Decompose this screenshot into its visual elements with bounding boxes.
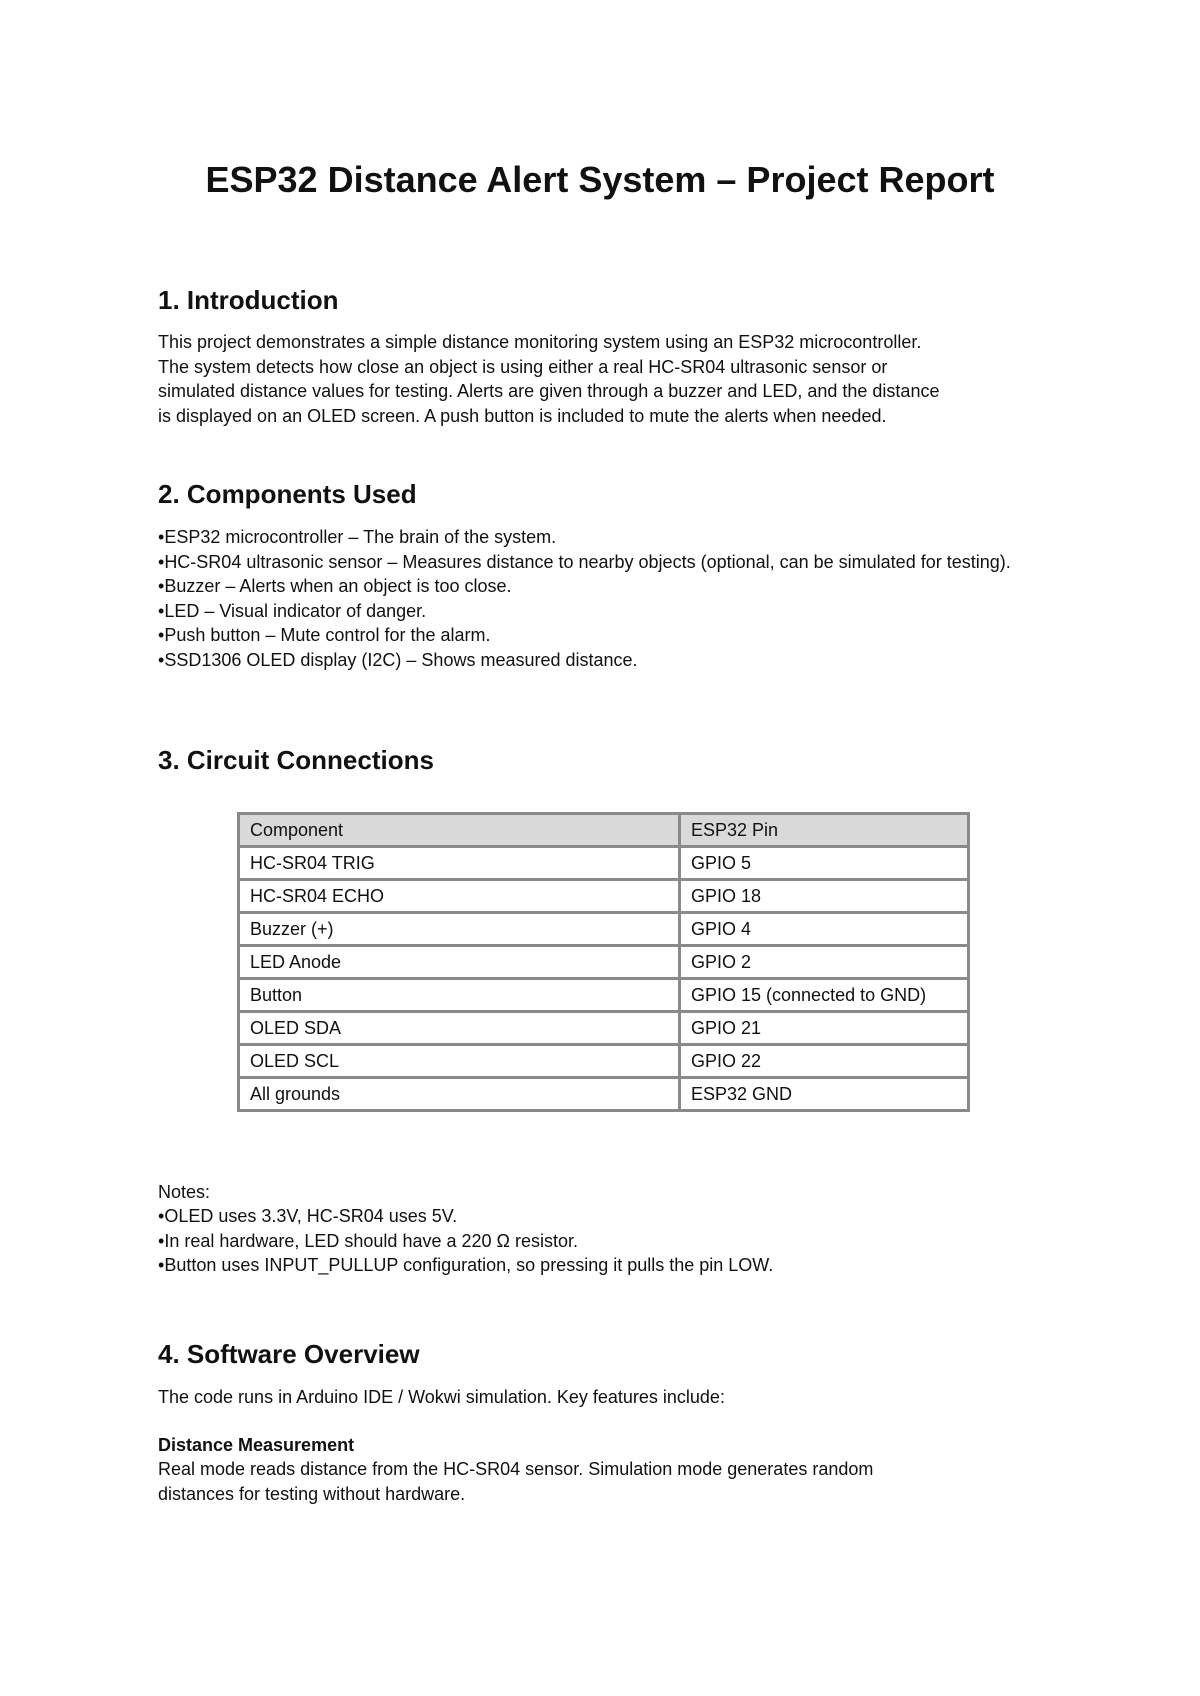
table-cell: GPIO 5: [680, 847, 969, 880]
list-item: • LED – Visual indicator of danger.: [158, 599, 1058, 624]
list-item: • Button uses INPUT_PULLUP configuration, so pressing it pulls the pin LOW.: [158, 1253, 1058, 1278]
components-list: [158, 525, 1058, 672]
introduction-line: This project demonstrates a simple distance monitoring system using an ESP32 microcontroller.: [158, 332, 922, 352]
list-item: • OLED uses 3.3V, HC-SR04 uses 5V.: [158, 1204, 1058, 1229]
list-item: • SSD1306 OLED display (I2C) – Shows measured distance.: [158, 648, 1058, 673]
table-header-cell: ESP32 Pin: [680, 814, 969, 847]
table-row: [239, 1012, 969, 1045]
table-cell: GPIO 15 (connected to GND): [680, 979, 969, 1012]
table-row: [239, 946, 969, 979]
subheading-distance-measurement: Distance Measurement: [158, 1435, 355, 1455]
table-row: [239, 1078, 969, 1111]
table-row: [239, 847, 969, 880]
document-title: ESP32 Distance Alert System – Project Report: [205, 159, 995, 200]
introduction-paragraph: [158, 330, 1058, 428]
table-cell: GPIO 18: [680, 880, 969, 913]
section-heading-introduction: 1. Introduction: [158, 285, 339, 315]
software-intro: The code runs in Arduino IDE / Wokwi simulation. Key features include:: [158, 1387, 725, 1407]
list-item: • Buzzer – Alerts when an object is too close.: [158, 574, 1058, 599]
notes-list: [158, 1204, 1058, 1278]
table-row: [239, 880, 969, 913]
paragraph-line: Real mode reads distance from the HC-SR04 sensor. Simulation mode generates random: [158, 1459, 874, 1479]
table-cell: GPIO 4: [680, 913, 969, 946]
section-heading-circuit: 3. Circuit Connections: [158, 745, 434, 775]
introduction-line: is displayed on an OLED screen. A push button is included to mute the alerts when needed.: [158, 405, 887, 426]
table-cell: GPIO 2: [680, 946, 969, 979]
table-cell: LED Anode: [239, 946, 680, 979]
table-cell: GPIO 21: [680, 1012, 969, 1045]
table-cell: Buzzer (+): [239, 913, 680, 946]
table-cell: All grounds: [239, 1078, 680, 1111]
introduction-line: simulated distance values for testing. Alerts are given through a buzzer and LED, and the distance: [158, 381, 940, 401]
connections-table: [237, 812, 970, 1112]
list-item: • Push button – Mute control for the alarm.: [158, 623, 1058, 648]
table-header-row: [239, 814, 969, 847]
table-cell: GPIO 22: [680, 1045, 969, 1078]
table-row: [239, 979, 969, 1012]
table-cell: Button: [239, 979, 680, 1012]
table-cell: HC-SR04 TRIG: [239, 847, 680, 880]
notes-label: Notes:: [158, 1182, 211, 1202]
list-item: • ESP32 microcontroller – The brain of the system.: [158, 525, 1058, 550]
table-row: [239, 1045, 969, 1078]
distance-measurement-paragraph: [158, 1457, 1058, 1506]
table-cell: OLED SCL: [239, 1045, 680, 1078]
paragraph-line: distances for testing without hardware.: [158, 1483, 466, 1504]
table-cell: ESP32 GND: [680, 1078, 969, 1111]
introduction-line: The system detects how close an object is using either a real HC-SR04 ultrasonic sensor or: [158, 356, 888, 377]
section-heading-software: 4. Software Overview: [158, 1339, 420, 1369]
table-header-cell: Component: [239, 814, 680, 847]
table-cell: OLED SDA: [239, 1012, 680, 1045]
table-row: [239, 913, 969, 946]
list-item: • In real hardware, LED should have a 220 Ω resistor.: [158, 1229, 1058, 1254]
list-item: • HC-SR04 ultrasonic sensor – Measures distance to nearby objects (optional, can be simulated for testing).: [158, 550, 1058, 575]
table-cell: HC-SR04 ECHO: [239, 880, 680, 913]
section-heading-components: 2. Components Used: [158, 479, 417, 509]
